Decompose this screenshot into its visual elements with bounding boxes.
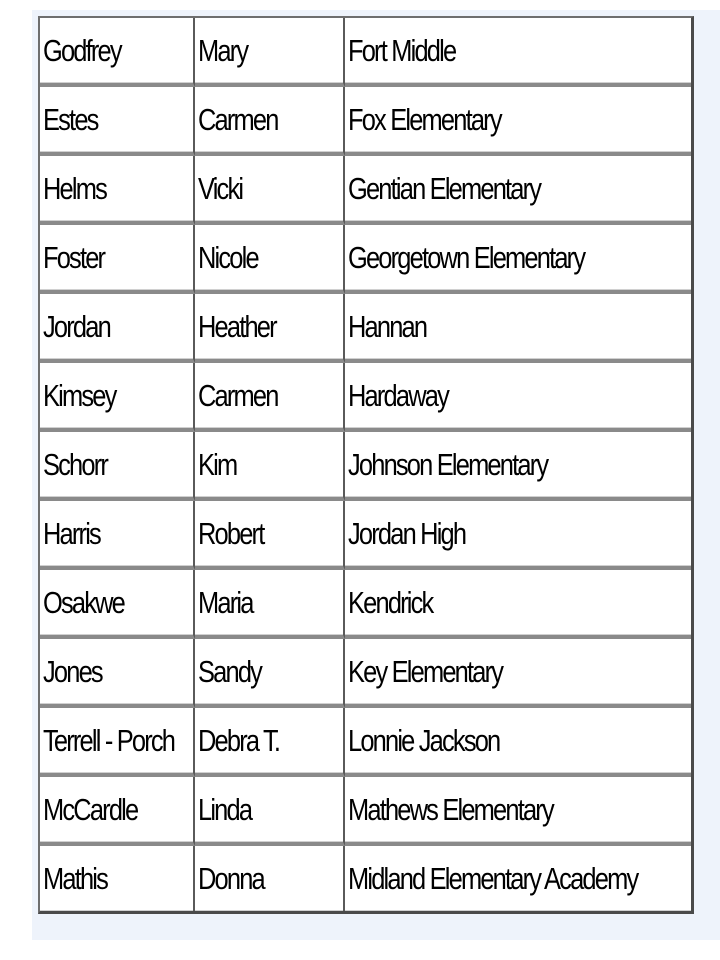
first-name-cell — [195, 432, 345, 501]
last-name: Jordan — [43, 309, 110, 344]
last-name-cell — [40, 363, 195, 432]
first-name-cell — [195, 363, 345, 432]
last-name: Estes — [43, 102, 98, 137]
school-cell — [345, 501, 691, 570]
school-cell — [345, 225, 691, 294]
first-name-cell — [195, 87, 345, 156]
last-name: Terrell - Porch — [43, 723, 175, 758]
school-cell — [345, 363, 691, 432]
table-row — [40, 708, 691, 777]
table-row — [40, 363, 691, 432]
first-name: Sandy — [198, 654, 262, 689]
school-cell — [345, 87, 691, 156]
school-name: Kendrick — [348, 585, 433, 620]
school-cell — [345, 570, 691, 639]
first-name-cell — [195, 777, 345, 846]
school-cell — [345, 708, 691, 777]
table-row — [40, 156, 691, 225]
school-cell — [345, 846, 691, 911]
last-name: McCardle — [43, 792, 138, 827]
first-name-cell — [195, 294, 345, 363]
school-cell — [345, 639, 691, 708]
first-name-cell — [195, 570, 345, 639]
table-row — [40, 777, 691, 846]
last-name: Schorr — [43, 447, 108, 482]
first-name: Debra T. — [198, 723, 280, 758]
first-name: Vicki — [198, 171, 243, 206]
first-name-cell — [195, 225, 345, 294]
table-row — [40, 18, 691, 87]
last-name-cell — [40, 570, 195, 639]
table-row — [40, 846, 691, 911]
last-name: Jones — [43, 654, 102, 689]
last-name-cell — [40, 432, 195, 501]
school-cell — [345, 294, 691, 363]
last-name: Kimsey — [43, 378, 116, 413]
first-name: Carmen — [198, 102, 278, 137]
school-name: Key Elementary — [348, 654, 503, 689]
last-name: Mathis — [43, 861, 108, 896]
first-name: Donna — [198, 861, 264, 896]
table-row — [40, 570, 691, 639]
school-cell — [345, 18, 691, 87]
table-row — [40, 432, 691, 501]
first-name: Kim — [198, 447, 237, 482]
table-row — [40, 294, 691, 363]
school-name: Georgetown Elementary — [348, 240, 585, 275]
last-name-cell — [40, 225, 195, 294]
first-name-cell — [195, 846, 345, 911]
first-name-cell — [195, 501, 345, 570]
school-name: Jordan High — [348, 516, 466, 551]
first-name: Mary — [198, 33, 248, 68]
school-name: Hardaway — [348, 378, 449, 413]
last-name-cell — [40, 639, 195, 708]
first-name-cell — [195, 18, 345, 87]
first-name: Maria — [198, 585, 253, 620]
school-name: Johnson Elementary — [348, 447, 548, 482]
last-name-cell — [40, 294, 195, 363]
last-name-cell — [40, 156, 195, 225]
table-row — [40, 639, 691, 708]
school-name: Lonnie Jackson — [348, 723, 500, 758]
first-name: Heather — [198, 309, 276, 344]
table-row — [40, 225, 691, 294]
first-name: Nicole — [198, 240, 258, 275]
last-name-cell — [40, 501, 195, 570]
school-cell — [345, 156, 691, 225]
last-name: Osakwe — [43, 585, 125, 620]
first-name-cell — [195, 156, 345, 225]
last-name-cell — [40, 708, 195, 777]
last-name: Harris — [43, 516, 100, 551]
first-name: Linda — [198, 792, 252, 827]
school-name: Gentian Elementary — [348, 171, 541, 206]
school-cell — [345, 777, 691, 846]
first-name-cell — [195, 639, 345, 708]
last-name: Helms — [43, 171, 107, 206]
school-name: Mathews Elementary — [348, 792, 553, 827]
first-name: Carmen — [198, 378, 278, 413]
table-row — [40, 501, 691, 570]
last-name-cell — [40, 18, 195, 87]
roster-table-body — [40, 18, 691, 911]
school-name: Fort Middle — [348, 33, 456, 68]
last-name: Foster — [43, 240, 105, 275]
last-name-cell — [40, 87, 195, 156]
first-name: Robert — [198, 516, 264, 551]
school-name: Fox Elementary — [348, 102, 501, 137]
school-name: Midland Elementary Academy — [348, 861, 638, 896]
table-row — [40, 87, 691, 156]
last-name: Godfrey — [43, 33, 121, 68]
school-name: Hannan — [348, 309, 427, 344]
school-cell — [345, 432, 691, 501]
last-name-cell — [40, 846, 195, 911]
last-name-cell — [40, 777, 195, 846]
first-name-cell — [195, 708, 345, 777]
roster-table — [38, 16, 694, 914]
